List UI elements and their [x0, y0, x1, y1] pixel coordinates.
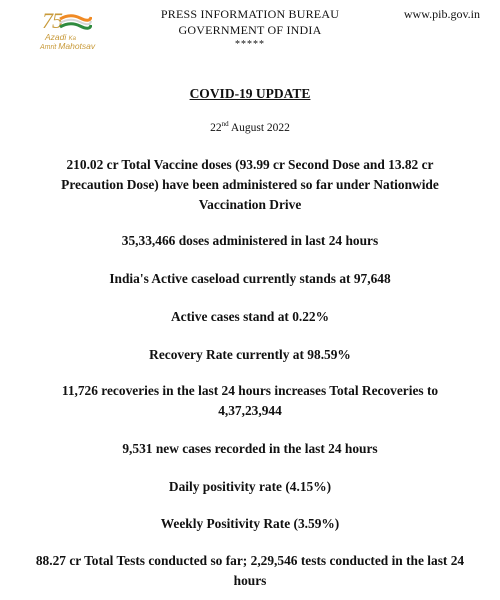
- logo-text-line2: [40, 41, 95, 51]
- date-day: 22: [210, 122, 222, 134]
- update-doses-24h: 35,33,466 doses administered in last 24 hours: [121, 233, 379, 248]
- logo-text-amrit: Amrit: [40, 44, 57, 51]
- update-new-cases: 9,531 new cases recorded in the last 24 hours: [122, 441, 378, 456]
- logo-number: 75: [42, 8, 62, 33]
- update-recoveries: 11,726 recoveries in the last 24 hours increases Total Recoveries to 4,37,23,944: [61, 383, 439, 418]
- logo-text-mahotsav: Mahotsav: [58, 41, 96, 51]
- flag-wave-icon: [58, 13, 92, 31]
- update-weekly-positivity: Weekly Positivity Rate (3.59%): [160, 516, 340, 531]
- update-vaccine-doses: 210.02 cr Total Vaccine doses (93.99 cr Second Dose and 13.82 cr Precaution Dose) have been administered so far under Nationwide Vaccination Drive: [61, 157, 439, 212]
- update-daily-positivity: Daily positivity rate (4.15%): [168, 479, 332, 494]
- org-government: GOVERNMENT OF INDIA: [178, 23, 322, 37]
- update-active-cases-percent: Active cases stand at 0.22%: [170, 309, 330, 324]
- azadi-ka-amrit-mahotsav-logo: [32, 10, 112, 50]
- page-title: COVID-19 UPDATE: [189, 86, 311, 101]
- update-recovery-rate: Recovery Rate currently at 98.59%: [149, 347, 351, 362]
- date-suffix: nd: [221, 120, 229, 129]
- date-month-year: August 2022: [230, 122, 290, 134]
- website-link[interactable]: www.pib.gov.in: [403, 7, 480, 21]
- update-active-caseload: India's Active caseload currently stands at 97,648: [109, 271, 391, 286]
- org-name: PRESS INFORMATION BUREAU: [160, 7, 340, 21]
- logo-text-azadi: Azadi: [45, 32, 67, 42]
- update-total-tests: 88.27 cr Total Tests conducted so far; 2,29,546 tests conducted in the last 24 hours: [35, 553, 465, 588]
- logo-text-ka: Ka: [68, 36, 76, 42]
- release-date: [0, 122, 500, 134]
- header-separator: *****: [235, 39, 265, 50]
